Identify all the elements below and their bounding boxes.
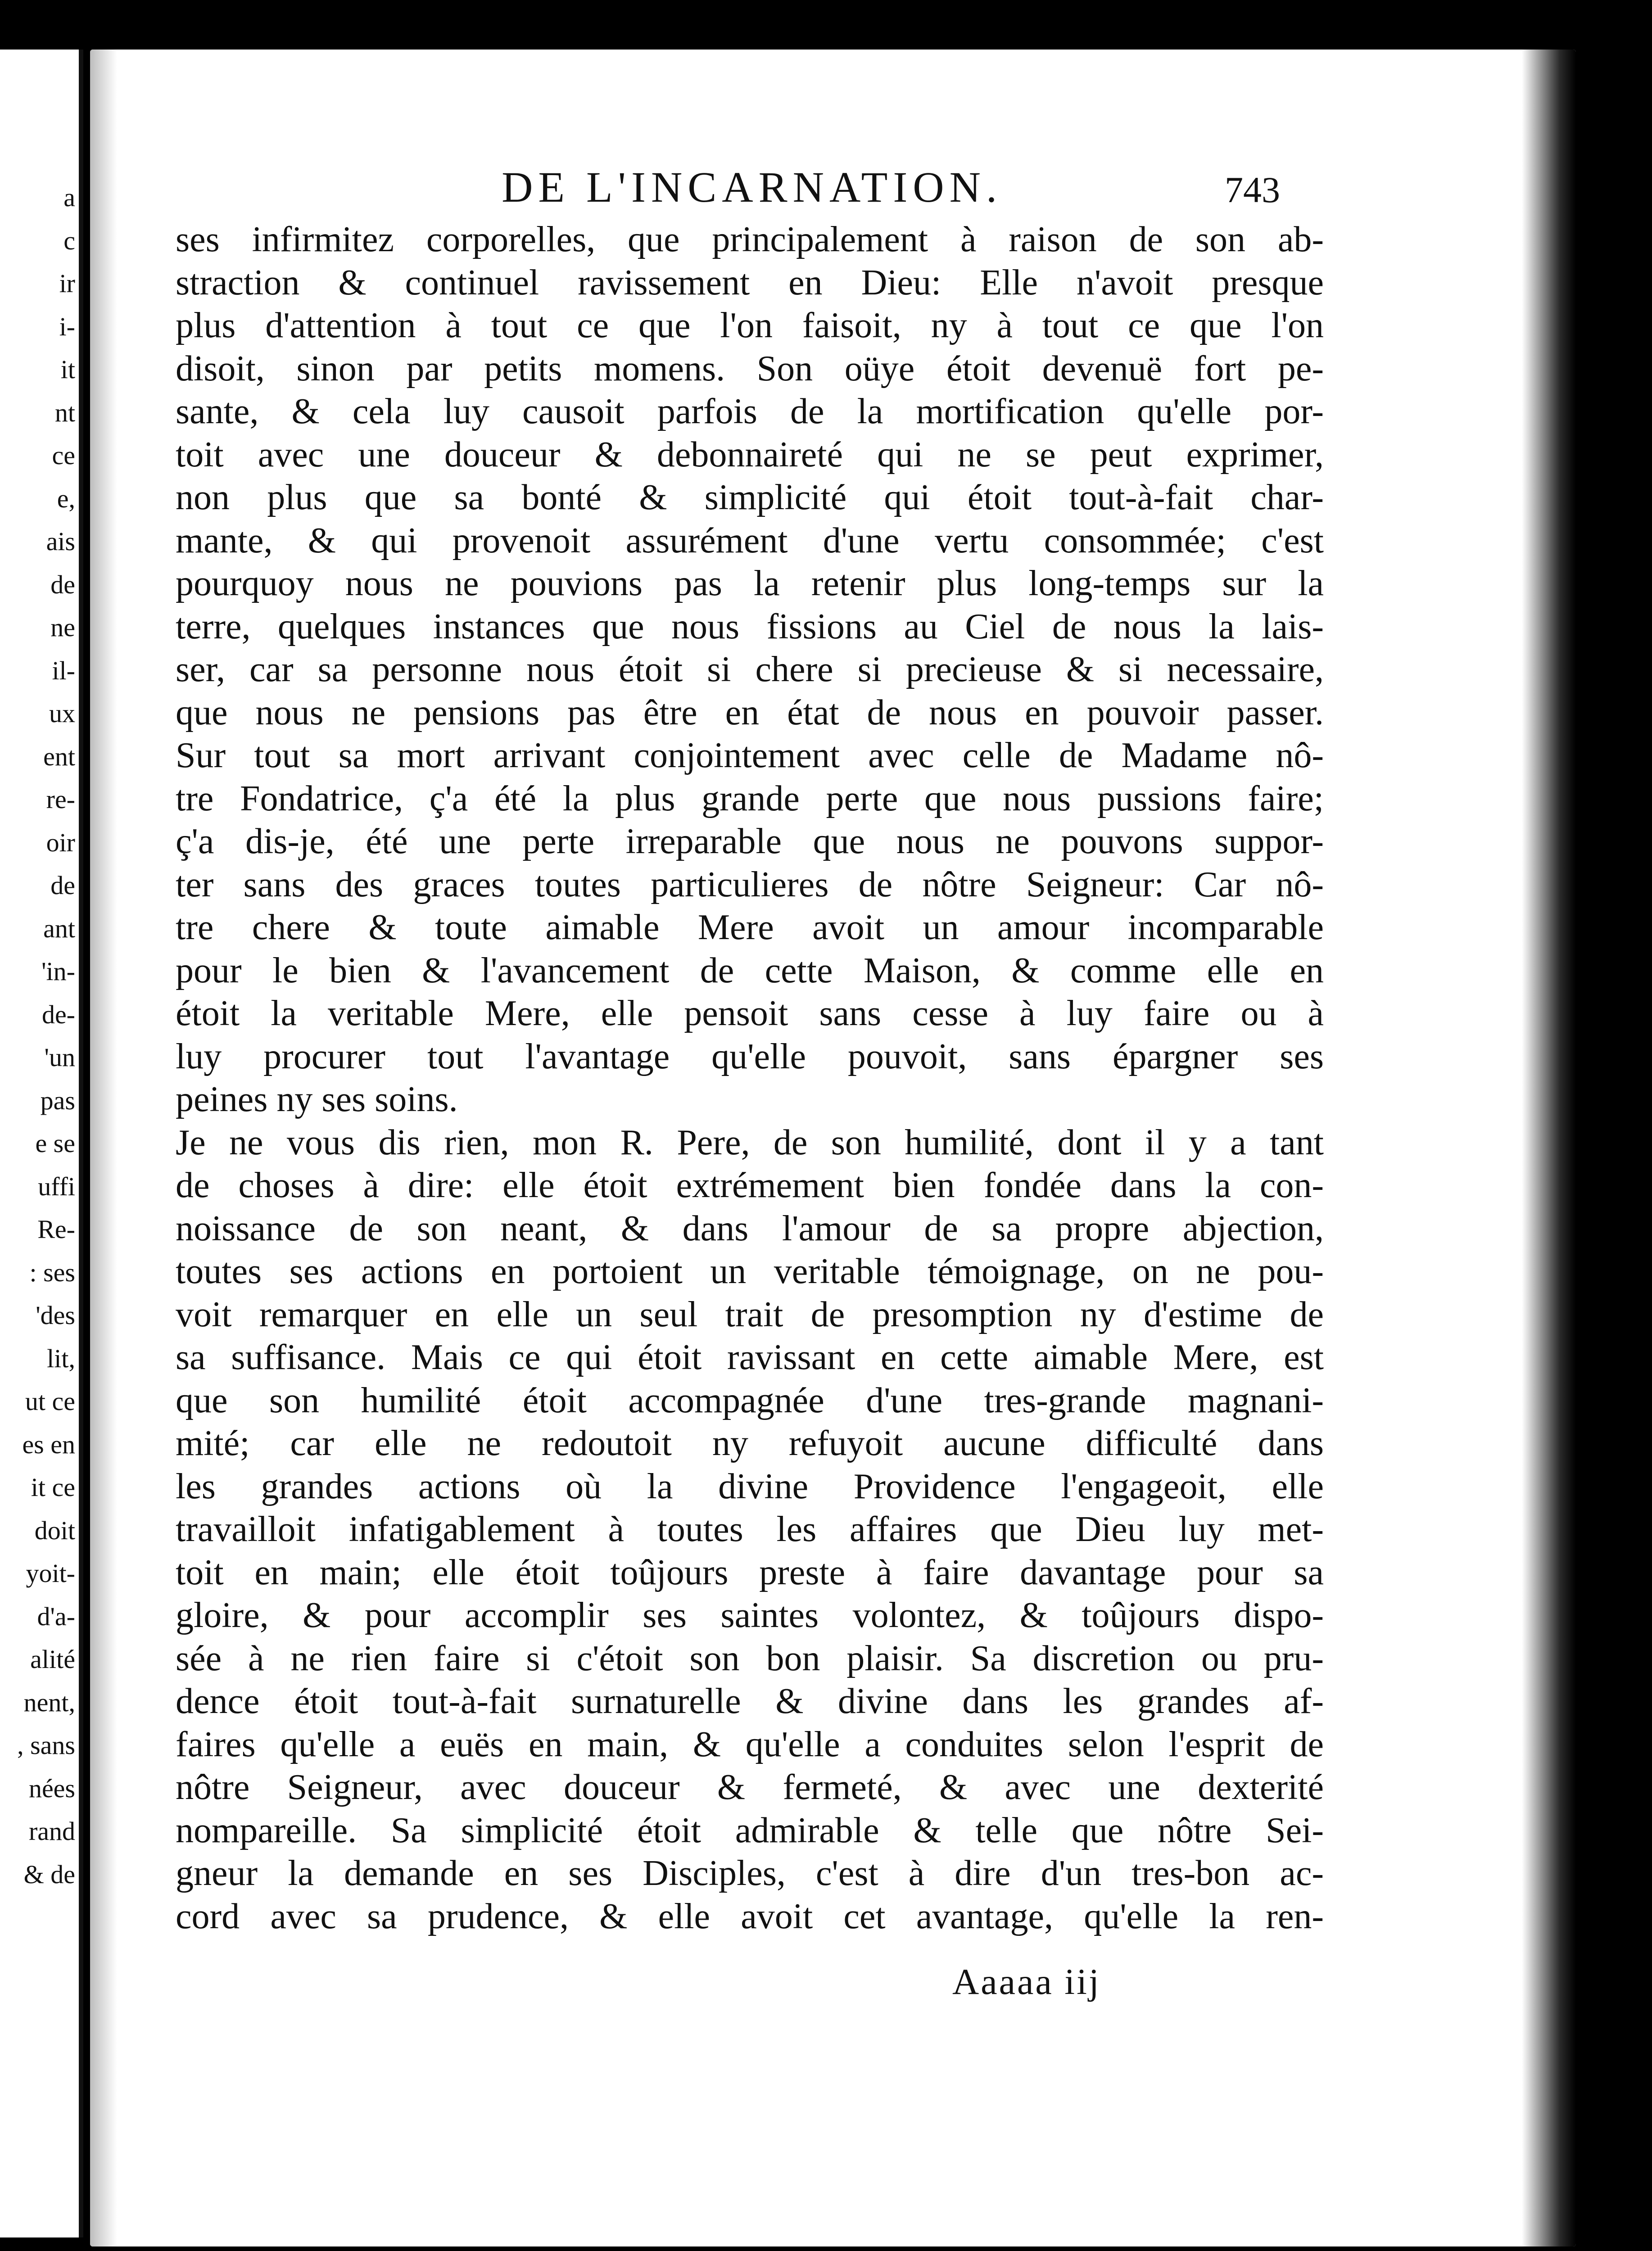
left-page-text-fragment: de [50,570,75,599]
left-page-text-fragment: alité [30,1645,75,1674]
text-line: ses infirmitez corporelles, que principalement à raison de son ab- [176,220,1324,259]
text-line: ser, car sa personne nous étoit si chere si precieuse & si necessaire, [176,650,1324,689]
left-page-text-fragment: uffi [38,1171,75,1201]
text-line: travailloit infatigablement à toutes les affaires que Dieu luy met- [176,1510,1324,1549]
book-page [90,50,1576,2246]
text-line: les grandes actions où la divine Providence l'engageoit, elle [176,1466,1324,1506]
left-page-text-fragment: doit [34,1515,75,1545]
text-line: ter sans des graces toutes particulieres de nôtre Seigneur: Car nô- [176,864,1324,904]
text-line: noissance de son neant, & dans l'amour de sa propre abjection, [176,1208,1324,1248]
text-line: dence étoit tout-à-fait surnaturelle & divine dans les grandes af- [176,1681,1324,1721]
left-page-text-fragment: nent, [23,1687,75,1717]
page-number: 743 [1225,169,1280,210]
page-edge-shadow [1522,50,1576,2246]
text-line: peines ny ses soins. [176,1080,458,1119]
text-line: toutes ses actions en portoient un veritable témoignage, on ne pou- [176,1252,1324,1291]
left-page-text-fragment: yoit- [26,1559,75,1588]
left-page-text-fragment: , sans [17,1731,75,1760]
left-page-text-fragment: ant [43,913,75,943]
left-page-text-fragment: e, [57,484,75,513]
left-page-text-fragment: a [63,183,75,212]
text-line: sante, & cela luy causoit parfois de la mortification qu'elle por- [176,392,1324,431]
text-line: étoit la veritable Mere, elle pensoit sans cesse à luy faire ou à [176,994,1324,1033]
text-line: sa suffisance. Mais ce qui étoit ravissant en cette aimable Mere, est [176,1338,1324,1377]
left-page-text-fragment: oir [46,827,75,857]
text-line: que nous ne pensions pas être en état de nous en pouvoir passer. [176,692,1324,732]
body-text [176,218,1324,1938]
text-line: pour le bien & l'avancement de cette Maison, & comme elle en [176,950,1324,990]
left-page-text-fragment: e se [35,1129,75,1158]
left-page-text-fragment: de- [41,999,75,1029]
text-line: toit avec une douceur & debonnaireté qui ne se peut exprimer, [176,434,1324,475]
text-line: pourquoy nous ne pouvions pas la retenir plus long-temps sur la [176,564,1324,603]
left-page-text-fragment: ais [46,527,75,556]
text-line: ç'a dis-je, été une perte irreparable que nous ne pouvons suppor- [176,822,1324,861]
left-page-text-fragment: il- [52,655,75,685]
left-page-text-fragment: it [60,355,75,384]
left-page-text-fragment: Re- [37,1215,75,1244]
text-line: toit en main; elle étoit toûjours preste à faire davantage pour sa [176,1552,1324,1592]
gutter-shadow [90,50,117,2246]
left-page-text-fragment: ent [43,741,75,771]
text-line: de choses à dire: elle étoit extrémement bien fondée dans la con- [176,1166,1324,1205]
left-page-text-fragment: it ce [31,1473,75,1502]
text-line: mante, & qui provenoit assurément d'une vertu consommée; c'est [176,520,1324,560]
text-line: non plus que sa bonté & simplicité qui étoit tout-à-fait char- [176,478,1324,517]
text-line: faires qu'elle a euës en main, & qu'elle a conduites selon l'esprit de [176,1724,1324,1764]
text-line: gloire, & pour accomplir ses saintes volontez, & toûjours dispo- [176,1596,1324,1635]
left-page-text-fragment: nt [54,398,75,427]
text-line: cord avec sa prudence, & elle avoit cet avantage, qu'elle la ren- [176,1896,1324,1936]
text-line: straction & continuel ravissement en Dieu: Elle n'avoit presque [176,262,1324,303]
left-page-text-fragment: de [50,871,75,900]
left-page-text-fragment: nées [28,1773,75,1803]
text-line: terre, quelques instances que nous fissions au Ciel de nous la lais- [176,606,1324,646]
text-line: voit remarquer en elle un seul trait de presomption ny d'estime de [176,1294,1324,1334]
text-line: nompareille. Sa simplicité étoit admirable & telle que nôtre Sei- [176,1810,1324,1850]
signature-mark: Aaaaa iij [952,1961,1101,2002]
left-page-text-fragment: es en [22,1429,75,1459]
left-page-text-fragment: ut ce [25,1387,75,1416]
left-page-text-fragment: lit, [47,1343,75,1373]
left-page-text-fragment: rand [28,1817,75,1846]
paragraph-start-line: Je ne vous dis rien, mon R. Pere, de son humilité, dont il y a tant [176,1122,1324,1162]
left-page-text-fragment: c [63,226,75,255]
text-line: luy procurer tout l'avantage qu'elle pouvoit, sans épargner ses [176,1036,1324,1076]
left-page-text-fragment: ce [52,441,75,470]
left-page-text-fragment: 'un [44,1043,75,1072]
text-line: Sur tout sa mort arrivant conjointement avec celle de Madame nô- [176,736,1324,775]
left-page-text-fragment: ux [49,699,75,728]
text-line: tre chere & toute aimable Mere avoit un amour incomparable [176,908,1324,947]
text-line: mité; car elle ne redoutoit ny refuyoit aucune difficulté dans [176,1424,1324,1463]
left-page-edge [0,50,83,2237]
left-page-text-fragment: pas [40,1085,75,1115]
left-page-text-fragment: re- [46,785,75,814]
text-line: tre Fondatrice, ç'a été la plus grande perte que nous pussions faire; [176,778,1324,818]
left-page-text-fragment: 'in- [41,957,75,986]
left-page-text-fragment: i- [59,312,75,341]
left-page-text-fragment: 'des [36,1301,75,1330]
text-line: sée à ne rien faire si c'étoit son bon plaisir. Sa discretion ou pru- [176,1638,1324,1678]
left-page-text-fragment: ir [59,269,75,298]
text-line: nôtre Seigneur, avec douceur & fermeté, & avec une dexterité [176,1767,1324,1807]
text-line: plus d'attention à tout ce que l'on faisoit, ny à tout ce que l'on [176,306,1324,345]
text-line: gneur la demande en ses Disciples, c'est à dire d'un tres-bon ac- [176,1853,1324,1893]
text-line: que son humilité étoit accompagnée d'une tres-grande magnani- [176,1380,1324,1420]
text-line: disoit, sinon par petits momens. Son oüye étoit devenuë fort pe- [176,348,1324,389]
left-page-text-fragment: : ses [29,1257,75,1287]
left-page-text-fragment: ne [50,613,75,642]
running-head: DE L'INCARNATION. [502,163,1002,211]
left-page-text-fragment: & de [23,1859,75,1889]
left-page-text-fragment: d'a- [37,1601,75,1631]
